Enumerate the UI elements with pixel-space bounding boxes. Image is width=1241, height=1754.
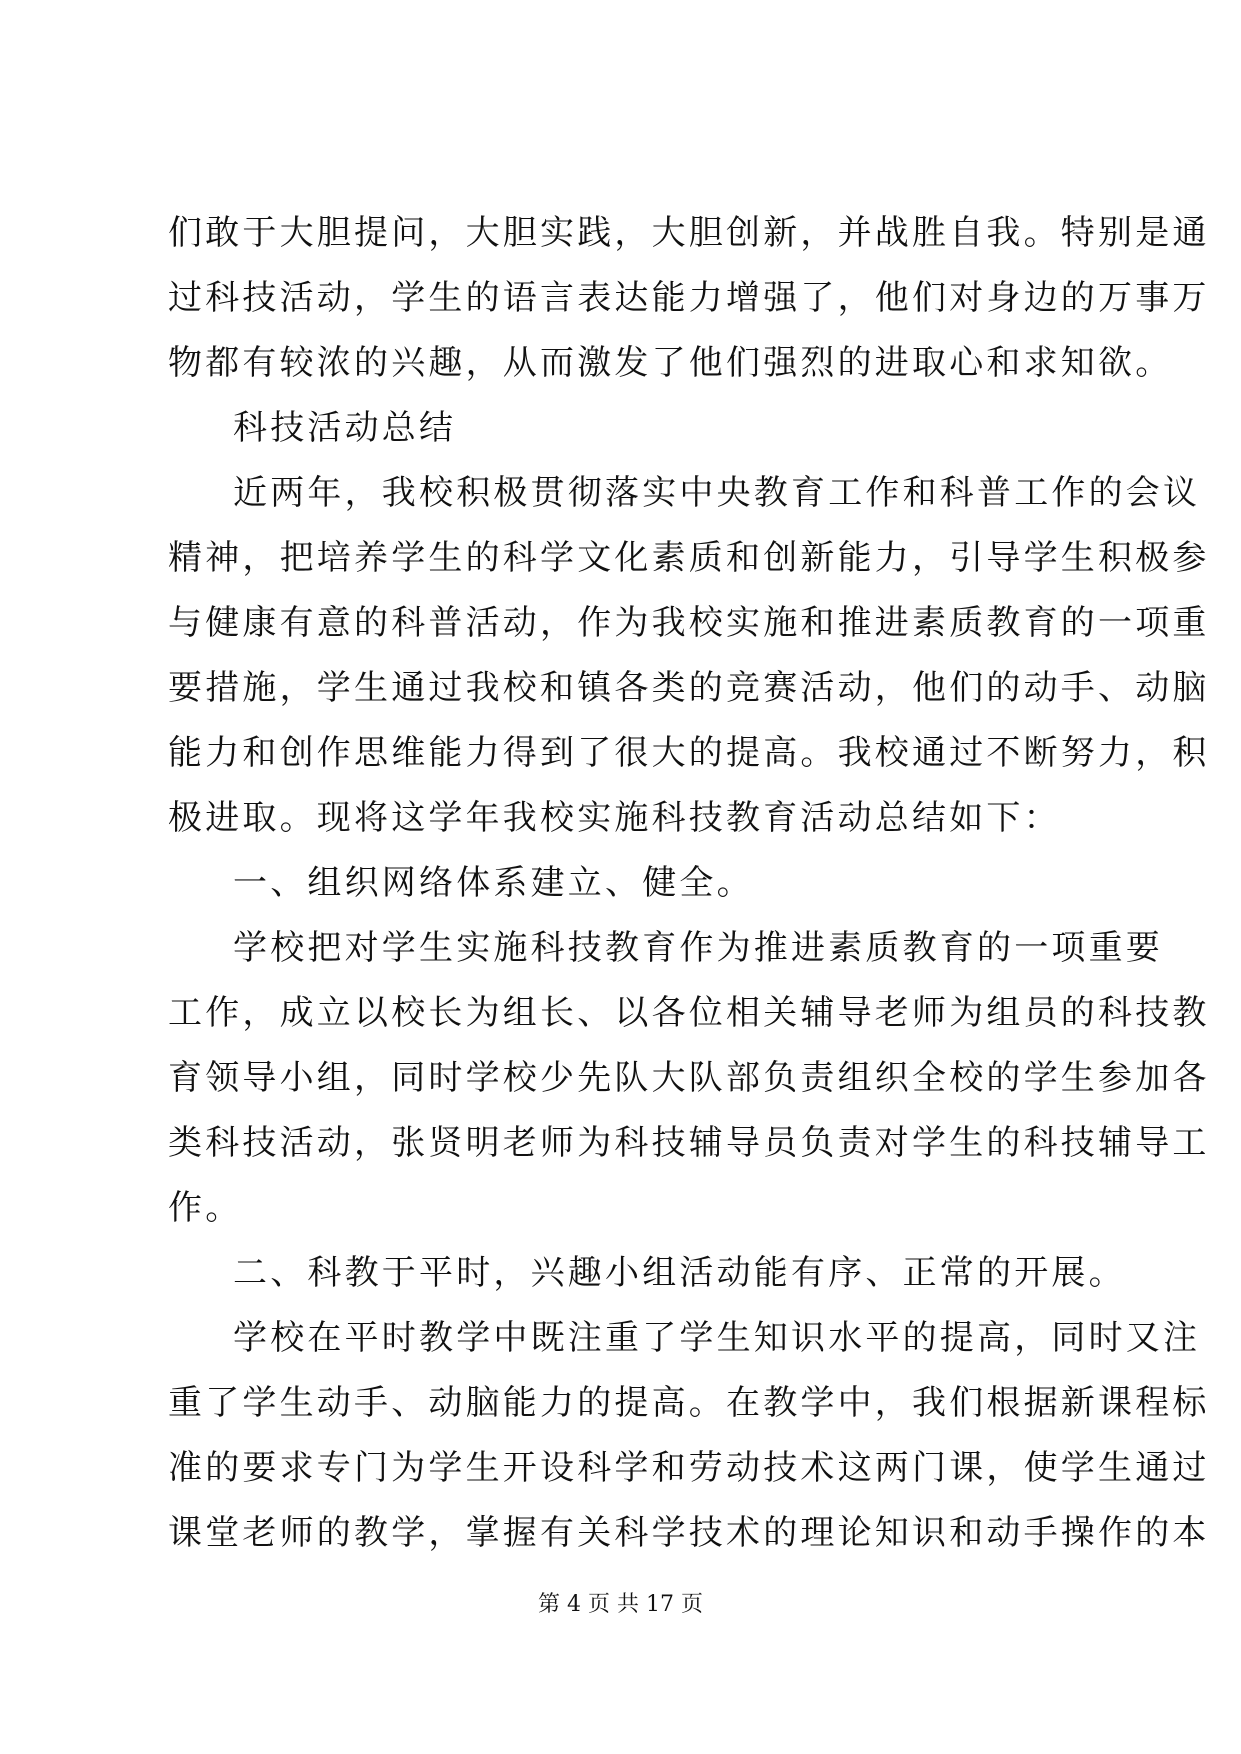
heading-line: 一、组织网络体系建立、健全。: [233, 863, 754, 903]
body-line: 近两年，我校积极贯彻落实中央教育工作和科普工作的会议: [233, 473, 1201, 513]
body-line: 学校把对学生实施科技教育作为推进素质教育的一项重要: [233, 928, 1163, 968]
body-line: 课堂老师的教学，掌握有关科学技术的理论知识和动手操作的本: [168, 1513, 1210, 1553]
body-line: 重了学生动手、动脑能力的提高。在教学中，我们根据新课程标: [168, 1383, 1210, 1423]
body-line: 学校在平时教学中既注重了学生知识水平的提高，同时又注: [233, 1318, 1201, 1358]
body-line: 精神，把培养学生的科学文化素质和创新能力，引导学生积极参: [168, 538, 1210, 578]
body-line: 与健康有意的科普活动，作为我校实施和推进素质教育的一项重: [168, 603, 1210, 643]
body-line: 准的要求专门为学生开设科学和劳动技术这两门课，使学生通过: [168, 1448, 1210, 1488]
body-line: 过科技活动，学生的语言表达能力增强了，他们对身边的万事万: [168, 278, 1210, 318]
body-line: 工作，成立以校长为组长、以各位相关辅导老师为组员的科技教: [168, 993, 1210, 1033]
body-line: 能力和创作思维能力得到了很大的提高。我校通过不断努力，积: [168, 733, 1210, 773]
body-line: 作。: [168, 1188, 243, 1228]
body-line: 要措施，学生通过我校和镇各类的竞赛活动，他们的动手、动脑: [168, 668, 1210, 708]
section-title: 科技活动总结: [233, 408, 457, 448]
body-line: 们敢于大胆提问，大胆实践，大胆创新，并战胜自我。特别是通: [168, 213, 1210, 253]
body-line: 育领导小组，同时学校少先队大队部负责组织全校的学生参加各: [168, 1058, 1210, 1098]
body-line: 物都有较浓的兴趣，从而激发了他们强烈的进取心和求知欲。: [168, 343, 1173, 383]
body-line: 极进取。现将这学年我校实施科技教育活动总结如下：: [168, 798, 1061, 838]
page-number-footer: 第 4 页 共 17 页: [538, 1592, 703, 1617]
body-line: 类科技活动，张贤明老师为科技辅导员负责对学生的科技辅导工: [168, 1123, 1210, 1163]
heading-line: 二、科教于平时，兴趣小组活动能有序、正常的开展。: [233, 1253, 1126, 1293]
